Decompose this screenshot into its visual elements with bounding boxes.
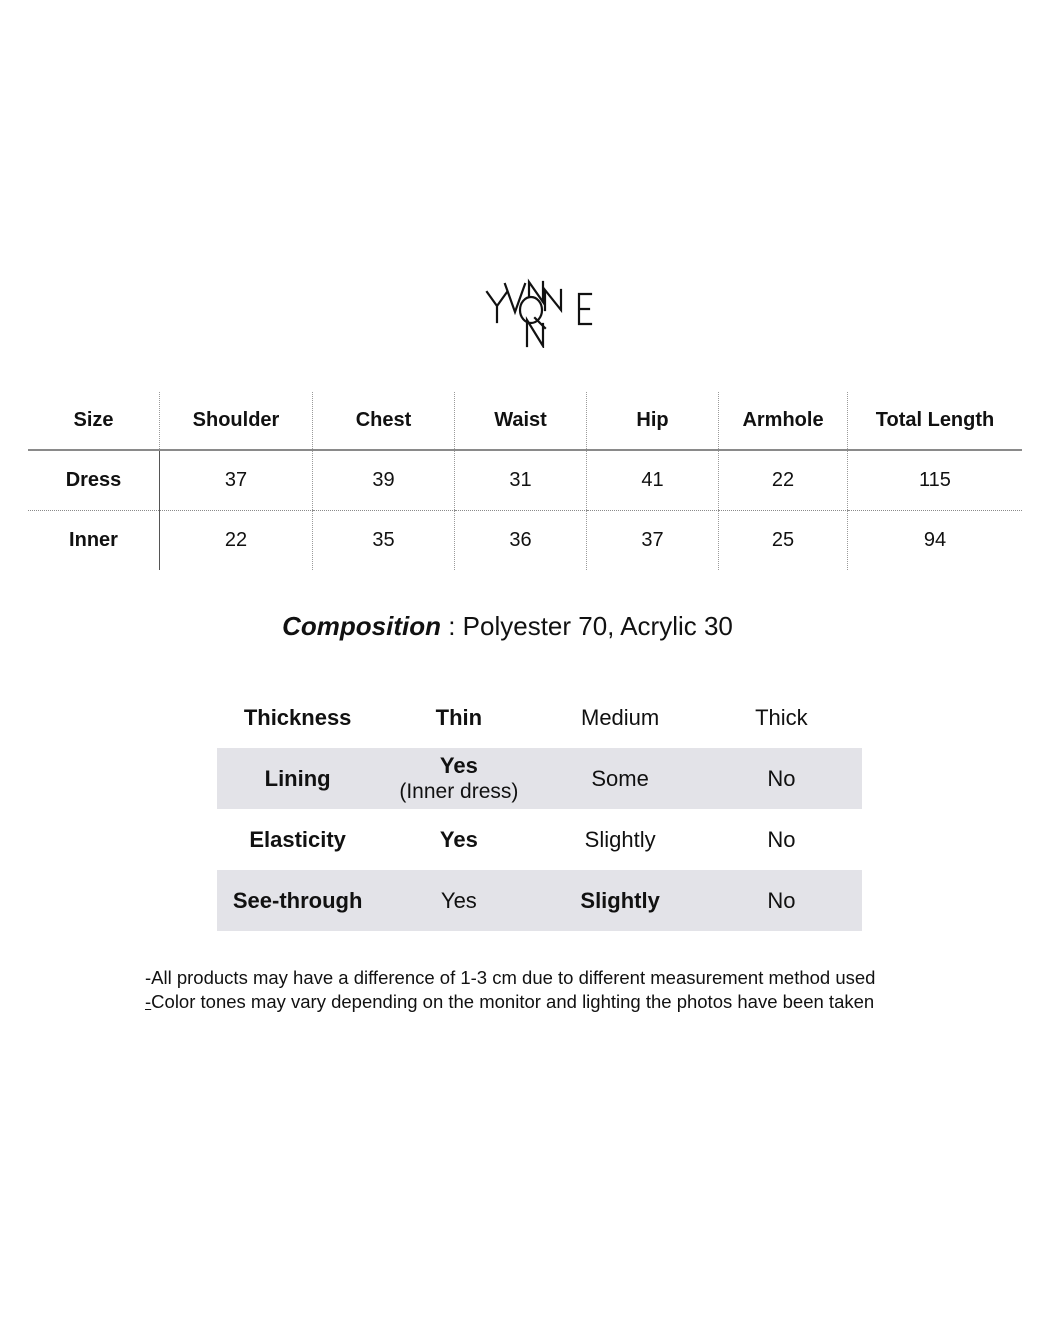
note-color-text: Color tones may vary depending on the monitor and lighting the photos have been taken bbox=[151, 991, 875, 1012]
armhole-value: 22 bbox=[719, 450, 848, 511]
thickness-thin: Thin bbox=[435, 704, 483, 730]
lining-row bbox=[217, 748, 862, 809]
lining-yes-text: Yes bbox=[439, 752, 478, 778]
hip-value: 37 bbox=[587, 511, 719, 571]
see-through-label: See-through bbox=[217, 870, 378, 931]
see-through-row bbox=[217, 870, 862, 931]
elasticity-row bbox=[217, 809, 862, 870]
hip-value: 41 bbox=[587, 450, 719, 511]
elasticity-slightly: Slightly bbox=[584, 826, 656, 852]
see-through-slightly: Slightly bbox=[540, 870, 701, 931]
size-row-dress bbox=[28, 450, 1022, 511]
waist-value: 31 bbox=[455, 450, 587, 511]
chest-col-header: Chest bbox=[313, 392, 455, 450]
see-through-no: No bbox=[701, 870, 862, 931]
total-length-value: 115 bbox=[848, 450, 1023, 511]
waist-col-header: Waist bbox=[455, 392, 587, 450]
size-chart-table bbox=[28, 392, 1022, 570]
waist-value: 36 bbox=[455, 511, 587, 571]
hip-col-header: Hip bbox=[587, 392, 719, 450]
armhole-col-header: Armhole bbox=[719, 392, 848, 450]
armhole-value: 25 bbox=[719, 511, 848, 571]
thickness-label: Thickness bbox=[243, 704, 352, 730]
size-row-inner bbox=[28, 511, 1022, 571]
size-chart-header-row bbox=[28, 392, 1022, 450]
shoulder-value: 37 bbox=[160, 450, 313, 511]
lining-label: Lining bbox=[217, 748, 378, 809]
composition-separator: : bbox=[440, 611, 463, 641]
composition-line bbox=[0, 611, 1015, 642]
lining-no: No bbox=[701, 748, 862, 809]
elasticity-label: Elasticity bbox=[249, 826, 346, 852]
elasticity-no: No bbox=[767, 826, 796, 852]
lining-note: (Inner dress) bbox=[399, 780, 519, 804]
lining-yes bbox=[378, 748, 539, 809]
thickness-thick: Thick bbox=[755, 704, 808, 730]
note-color-dash: - bbox=[145, 991, 152, 1012]
thickness-row bbox=[217, 687, 862, 748]
total-length-value: 94 bbox=[848, 511, 1023, 571]
brand-logo bbox=[479, 276, 599, 348]
note-color bbox=[145, 990, 985, 1014]
thickness-medium: Medium bbox=[581, 704, 660, 730]
composition-label: Composition bbox=[282, 611, 441, 641]
fabric-properties-table bbox=[217, 687, 862, 931]
lining-some: Some bbox=[540, 748, 701, 809]
note-measurement: -All products may have a difference of 1-3 cm due to different measurement method used bbox=[145, 967, 876, 988]
size-col-header: Size bbox=[28, 392, 160, 450]
total-length-col-header: Total Length bbox=[848, 392, 1023, 450]
row-label: Dress bbox=[28, 450, 160, 511]
chest-value: 35 bbox=[313, 511, 455, 571]
disclaimer-notes bbox=[145, 966, 985, 1014]
row-label: Inner bbox=[28, 511, 160, 571]
shoulder-value: 22 bbox=[224, 529, 248, 551]
chest-value: 39 bbox=[313, 450, 455, 511]
shoulder-col-header: Shoulder bbox=[160, 392, 313, 450]
see-through-yes: Yes bbox=[378, 870, 539, 931]
elasticity-yes: Yes bbox=[439, 826, 478, 852]
composition-value: Polyester 70, Acrylic 30 bbox=[462, 611, 733, 641]
